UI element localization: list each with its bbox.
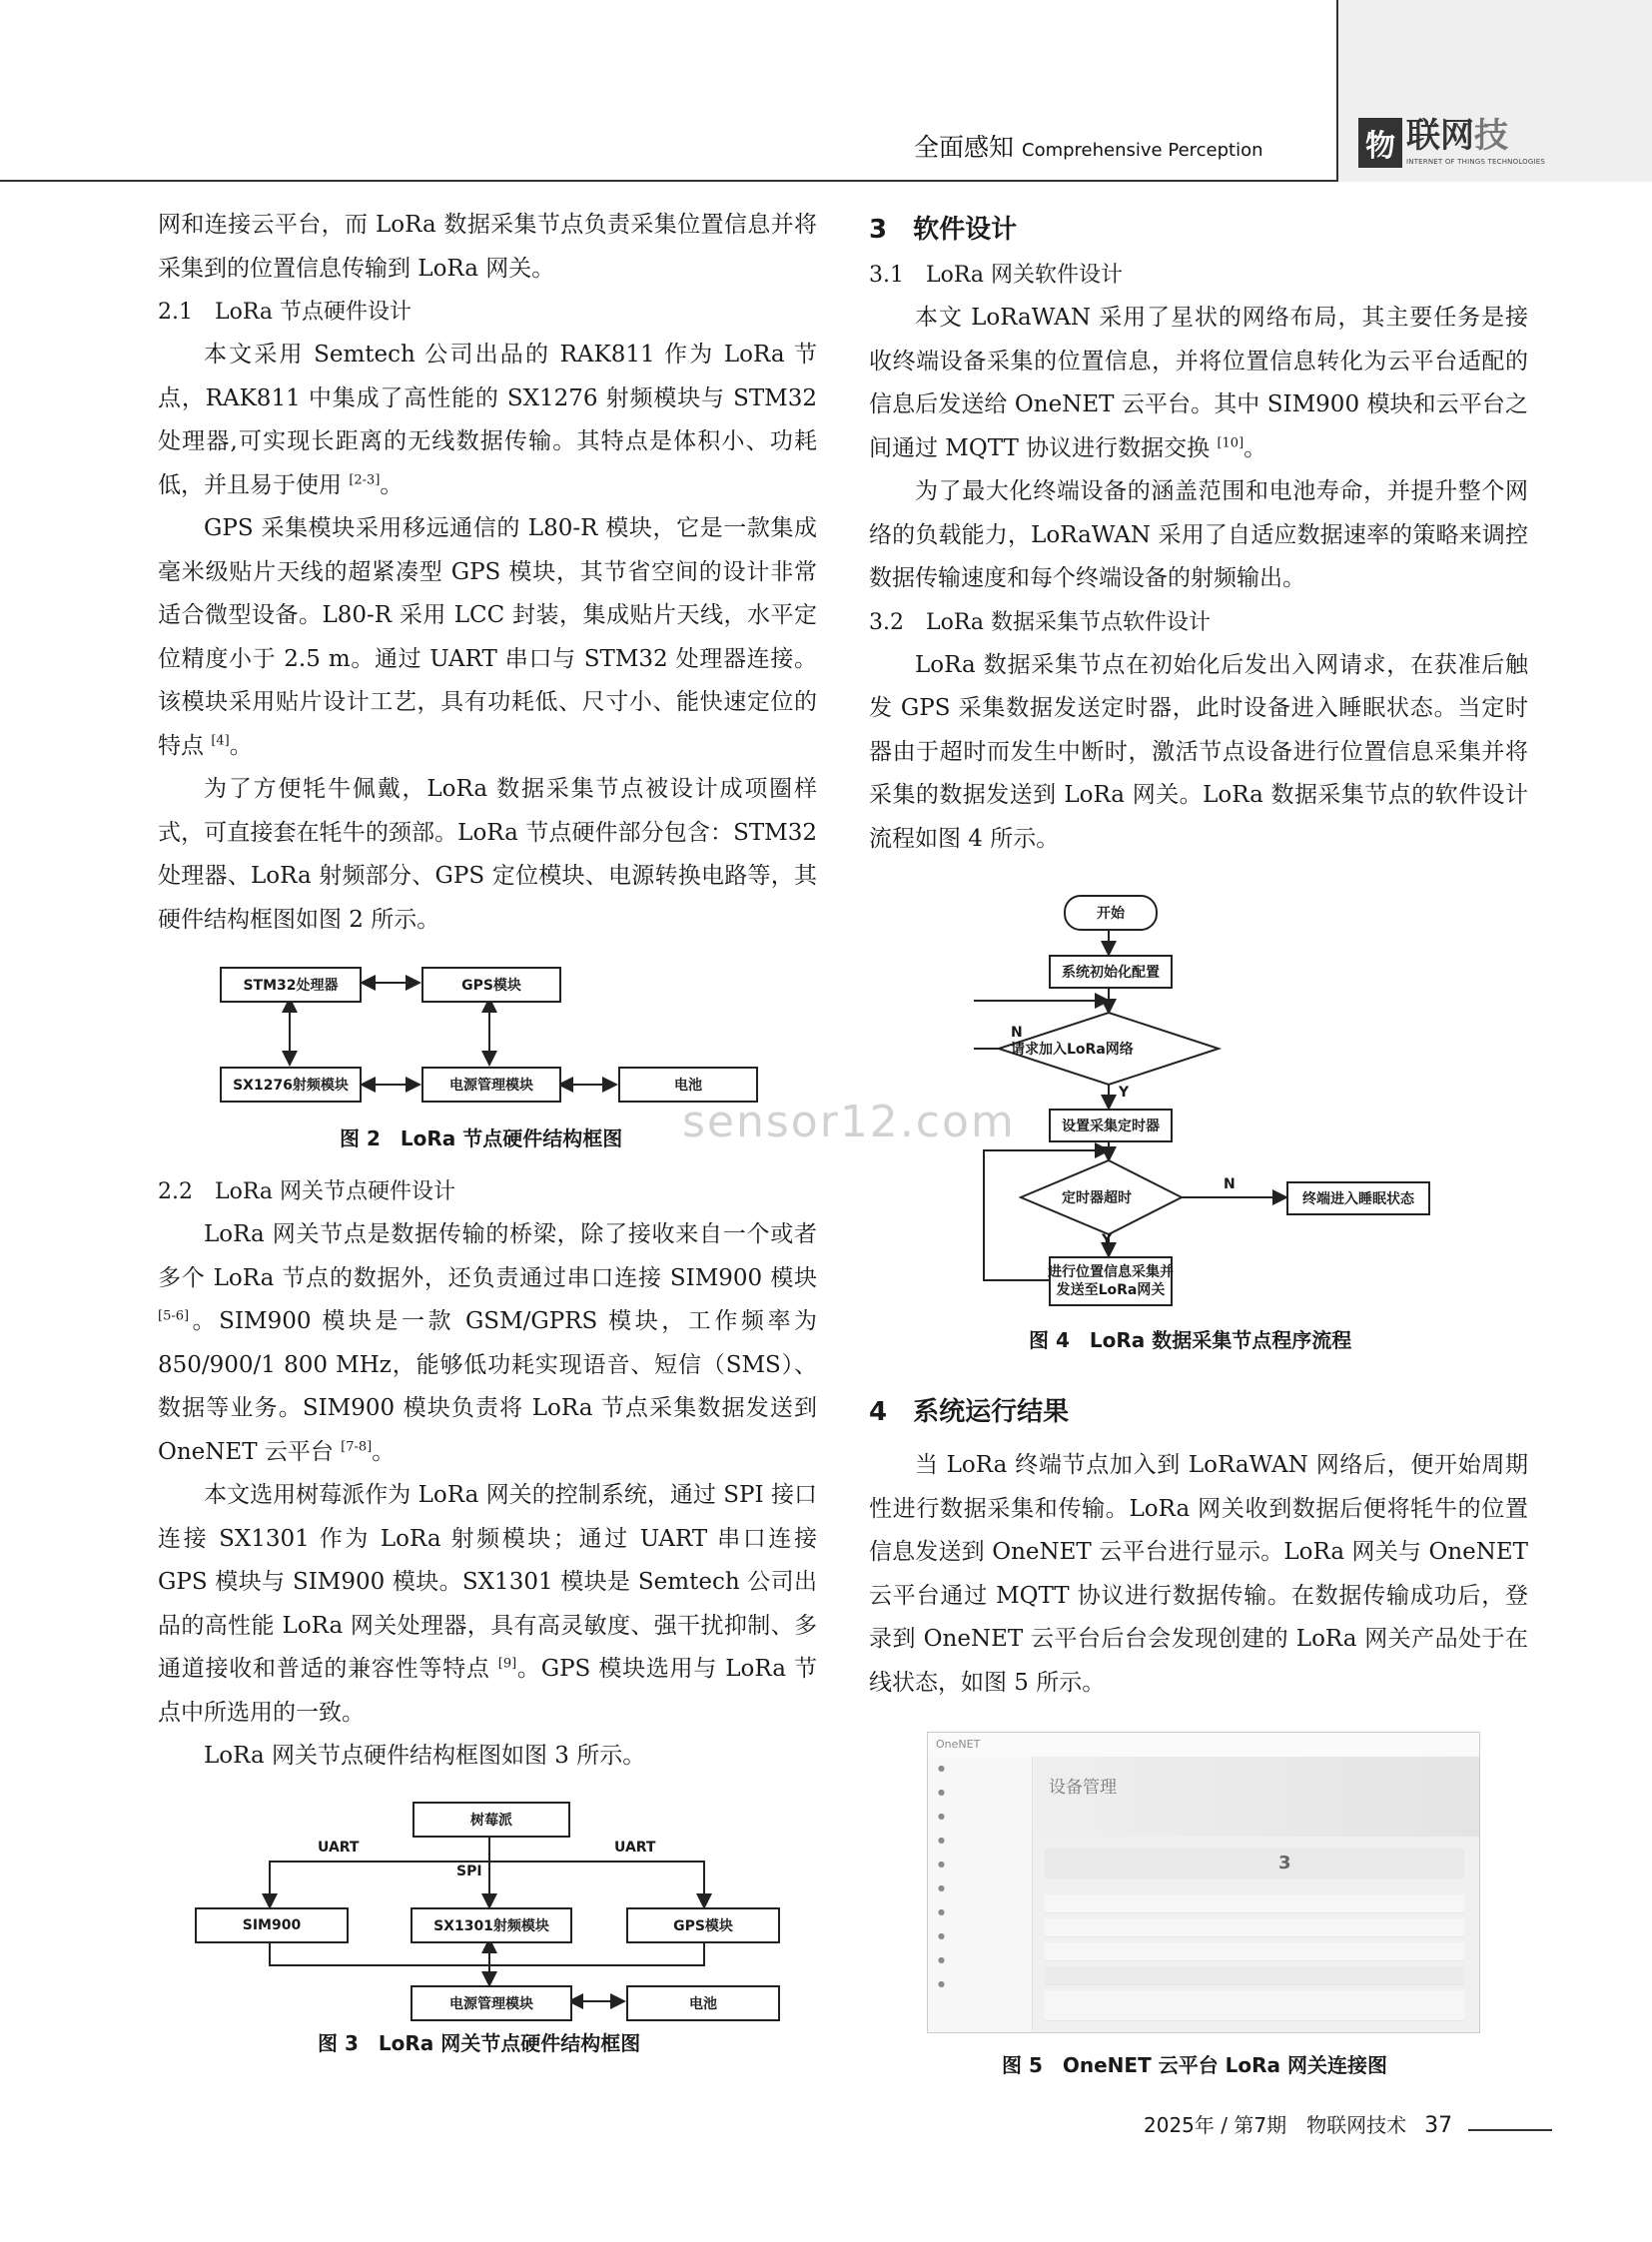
- right-column-bottom: [869, 1388, 1528, 1705]
- flow-join-decision: 请求加入LoRa网络: [1011, 1042, 1134, 1058]
- flow-init-step: 系统初始化配置: [1049, 955, 1173, 989]
- figure-2: [220, 959, 759, 1109]
- onenet-device-count: 3: [1278, 1853, 1291, 1873]
- stm32-box: STM32处理器: [220, 967, 362, 1003]
- paragraph: 网和连接云平台，而 LoRa 数据采集节点负责采集位置信息并将采集到的位置信息传输到 LoRa 网关。: [158, 212, 817, 282]
- section-title-cn: 全面感知: [914, 133, 1015, 162]
- watermark: sensor12.com: [682, 1097, 1016, 1147]
- citation: [2-3]: [349, 471, 381, 487]
- onenet-page-title: 设备管理: [1049, 1778, 1117, 1798]
- header-rule: [0, 180, 1338, 182]
- paragraph: LoRa 网关节点硬件结构框图如图 3 所示。: [204, 1743, 646, 1769]
- uart-label: UART: [614, 1840, 656, 1856]
- heading-4: 4 系统运行结果: [869, 1397, 1070, 1427]
- flow-start: 开始: [1064, 895, 1158, 931]
- figure-3: [195, 1798, 784, 2017]
- paragraph: LoRa 数据采集节点在初始化后发出入网请求，在获准后触发 GPS 采集数据发送定时器，此时设备进入睡眠状态。当定时器由于超时而发生中断时，激活节点设备进行位置信息采集并将采集的数据发送到 LoRa 网关。LoRa 数据采集节点的软件设计流程如图 4 所示。: [869, 651, 1528, 852]
- paragraph: 为了最大化终端设备的涵盖范围和电池寿命，并提升整个网络的负载能力，LoRaWAN 采用了自适应数据速率的策略来调控数据传输速度和每个终端设备的射频输出。: [869, 478, 1528, 591]
- page-footer: [1144, 2109, 1452, 2138]
- onenet-sidebar: ● ● ● ● ● ● ● ● ● ●: [928, 1757, 1033, 2032]
- left-column-bottom: [158, 1170, 817, 1779]
- paragraph: 为了方便牦牛佩戴，LoRa 数据采集节点被设计成项圈样式，可直接套在牦牛的颈部。LoRa 节点硬件部分包含：STM32 处理器、LoRa 射频部分、GPS 定位模块、电源转换电路等，其硬件结构框图如图 2 所示。: [158, 776, 817, 933]
- heading-3-1: 3.1 LoRa 网关软件设计: [869, 263, 1124, 288]
- left-column-top: [158, 204, 817, 942]
- flow-branch-no: N: [1224, 1176, 1236, 1192]
- raspberry-pi-box: 树莓派: [413, 1802, 570, 1838]
- heading-2-1: 2.1 LoRa 节点硬件设计: [158, 300, 413, 325]
- power-box: 电源管理模块: [421, 1067, 561, 1103]
- figure-2-caption: 图 2 LoRa 节点硬件结构框图: [340, 1126, 623, 1150]
- paragraph: LoRa 网关节点是数据传输的桥梁，除了接收来自一个或者多个 LoRa 节点的数据外，还负责通过串口连接 SIM900 模块 [5-6]。SIM900 模块是一款 GSM/GPRS 模块，工作频率为 850/900/1 800 MHz，能够低功耗实现语音、短信（SMS）、数据等业务。SIM900 模块负责将 LoRa 节点采集数据发送到 OneNET 云平台 [7-8]。: [158, 1221, 817, 1465]
- paragraph: 本文 LoRaWAN 采用了星状的网络布局，其主要任务是接收终端设备采集的位置信息，并将位置信息转化为云平台适配的信息后发送给 OneNET 云平台。其中 SIM900 模块和云平台之间通过 MQTT 协议进行数据交换 [10]。: [869, 305, 1528, 461]
- logo-mark: 物: [1358, 118, 1402, 168]
- paragraph: 当 LoRa 终端节点加入到 LoRaWAN 网络后，便开始周期性进行数据采集和传输。LoRa 网关收到数据后便将牦牛的位置信息发送到 OneNET 云平台进行显示。LoRa 网关与 OneNET 云平台通过 MQTT 协议进行数据传输。在数据传输成功后，登录到 OneNET 云平台后台会发现创建的 LoRa 网关产品处于在线状态，如图 5 所示。: [869, 1452, 1528, 1696]
- onenet-topbar: [928, 1733, 1479, 1758]
- onenet-brand: OneNET: [936, 1738, 981, 1751]
- figure-4: [974, 889, 1443, 1308]
- issue-info: 2025年 / 第7期 物联网技术: [1144, 2113, 1407, 2137]
- paragraph: 本文采用 Semtech 公司出品的 RAK811 作为 LoRa 节点，RAK811 中集成了高性能的 SX1276 射频模块与 STM32 处理器,可实现长距离的无线数据传输。其特点是体积小、功耗低，并且易于使用 [2-3]。: [158, 342, 817, 498]
- flow-timer-step: 设置采集定时器: [1049, 1109, 1173, 1142]
- flow-branch-no: N: [1011, 1025, 1023, 1041]
- flow-branch-yes: Y: [1119, 1085, 1130, 1101]
- citation: [7-8]: [341, 1438, 373, 1454]
- figure-4-caption: 图 4 LoRa 数据采集节点程序流程: [1029, 1328, 1352, 1352]
- footer-rule: [1468, 2129, 1552, 2131]
- paragraph: 本文选用树莓派作为 LoRa 网关的控制系统，通过 SPI 接口连接 SX1301 作为 LoRa 射频模块；通过 UART 串口连接 GPS 模块与 SIM900 模块。SX1301 模块是 Semtech 公司出品的高性能 LoRa 网关处理器，具有高灵敏度、强干扰抑制、多通道接收和普适的兼容性等特点 [9]。GPS 模块选用与 LoRa 节点中所选用的一致。: [158, 1482, 818, 1726]
- heading-3: 3 软件设计: [869, 215, 1018, 245]
- flow-timeout-decision: 定时器超时: [1062, 1190, 1132, 1206]
- citation: [5-6]: [158, 1308, 190, 1324]
- figure-5-caption: 图 5 OneNET 云平台 LoRa 网关连接图: [1002, 2053, 1387, 2077]
- onenet-main: [1033, 1757, 1479, 2032]
- sx1301-box: SX1301射频模块: [411, 1907, 572, 1943]
- battery-box: 电池: [618, 1067, 758, 1103]
- sim900-box: SIM900: [195, 1907, 349, 1943]
- right-column-top: [869, 206, 1528, 861]
- logo-subtitle: INTERNET OF THINGS TECHNOLOGIES: [1406, 158, 1546, 166]
- journal-section-title: [914, 128, 1263, 164]
- figure-3-caption: 图 3 LoRa 网关节点硬件结构框图: [318, 2031, 641, 2055]
- flow-collect-step: 进行位置信息采集并 发送至LoRa网关: [1049, 1256, 1173, 1306]
- flow-branch-yes: Y: [1102, 1232, 1113, 1248]
- citation: [10]: [1217, 434, 1244, 450]
- heading-3-2: 3.2 LoRa 数据采集节点软件设计: [869, 609, 1212, 635]
- gps-box: GPS模块: [626, 1907, 780, 1943]
- flow-sleep-step: 终端进入睡眠状态: [1286, 1181, 1430, 1215]
- power-box: 电源管理模块: [411, 1985, 572, 2021]
- gps-box: GPS模块: [421, 967, 561, 1003]
- sx1276-box: SX1276射频模块: [220, 1067, 362, 1103]
- citation: [4]: [211, 732, 230, 748]
- figure-4-connectors: [974, 889, 1443, 1308]
- page-number: 37: [1424, 2113, 1453, 2138]
- heading-2-2: 2.2 LoRa 网关节点硬件设计: [158, 1179, 456, 1204]
- citation: [9]: [497, 1656, 517, 1672]
- spi-label: SPI: [456, 1864, 482, 1879]
- battery-box: 电池: [626, 1985, 780, 2021]
- logo-name: 联网技: [1406, 116, 1508, 156]
- figure-5-screenshot: [927, 1732, 1480, 2033]
- uart-label: UART: [318, 1840, 360, 1856]
- section-title-en: Comprehensive Perception: [1022, 140, 1263, 161]
- paragraph: GPS 采集模块采用移远通信的 L80-R 模块，它是一款集成毫米级贴片天线的超紧凑型 GPS 模块，其节省空间的设计非常适合微型设备。L80-R 采用 LCC 封装，集成贴片天线，水平定位精度小于 2.5 m。通过 UART 串口与 STM32 处理器连接。该模块采用贴片设计工艺，具有功耗低、尺寸小、能快速定位的特点 [4]。: [158, 515, 817, 759]
- journal-logo: [1358, 116, 1546, 168]
